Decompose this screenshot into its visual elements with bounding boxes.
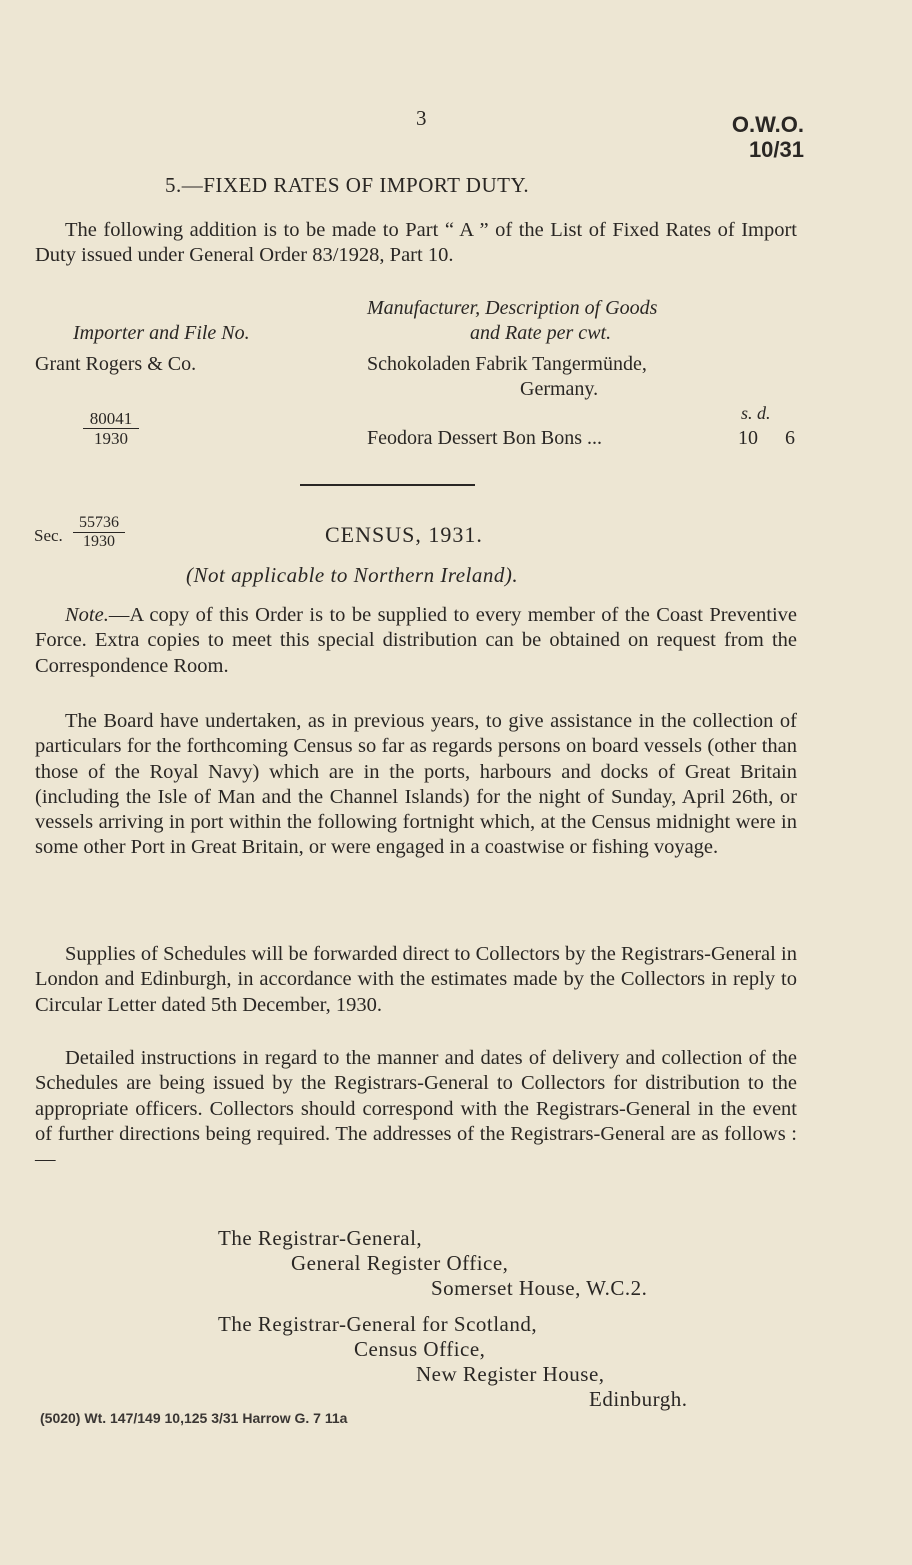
section-5-heading: 5.—FIXED RATES OF IMPORT DUTY. (165, 173, 530, 197)
address2-line1: The Registrar-General for Scotland, (218, 1312, 538, 1336)
manufacturer-line1: Schokoladen Fabrik Tangermünde, (367, 353, 647, 375)
col-right-header-1: Manufacturer, Description of Goods (367, 297, 658, 319)
page-number: 3 (416, 106, 427, 130)
sec-reference (73, 514, 125, 551)
printer-imprint: (5020) Wt. 147/149 10,125 3/31 Harrow G. 7 11a (40, 1410, 348, 1426)
note-paragraph (35, 603, 797, 679)
col-left-header: Importer and File No. (73, 322, 250, 344)
order-ref-line2: 10/31 (748, 137, 804, 162)
note-text: —A copy of this Order is to be supplied to every member of the Coast Preventive Force. Extra copies to meet this special distribution can be obtained on request from the Correspondence Room. (35, 604, 797, 677)
file-number (83, 409, 139, 448)
address1-line2: General Register Office, (291, 1251, 509, 1275)
census-paragraph-2: Supplies of Schedules will be forwarded direct to Collectors by the Registrars-General in London and Edinburgh, in accordance with the estimates made by the Collectors in reply to Circular Letter dated 5th December, 1930. (35, 943, 797, 1016)
sec-ref-num: 55736 (73, 514, 125, 533)
order-ref-line1: O.W.O. (731, 112, 804, 137)
address2-line4: Edinburgh. (589, 1387, 688, 1411)
census-paragraph-1: The Board have undertaken, as in previous years, to give assistance in the collection of particulars for the forthcoming Census so far as regards persons on board vessels (other than those of the Royal Navy) which are in the ports, harbours and docks of Great Britain (including the Isle of Man and the Channel Islands) for the night of Sunday, April 26th, or vessels arriving in port within the following fortnight which, at the Census midnight were in some other Port in Great Britain, or were engaged in a coastwise or fishing voyage. (35, 710, 797, 859)
census-title: CENSUS, 1931. (325, 522, 483, 547)
section-5-intro: The following addition is to be made to Part “ A ” of the List of Fixed Rates of Import Duty issued under General Order 83/1928, Part 10. (35, 219, 797, 267)
address1-line3: Somerset House, W.C.2. (431, 1276, 648, 1300)
col-right-header-2: and Rate per cwt. (470, 322, 612, 344)
order-reference (732, 112, 804, 162)
section-divider (300, 484, 475, 486)
rate-shillings: 10 (738, 427, 758, 449)
rate-units: s. d. (741, 403, 771, 423)
census-paragraph-3: Detailed instructions in regard to the manner and dates of delivery and collection of the Schedules are being issued by the Registrars-General to Collectors for distribution to the appropriate officers. Collectors should correspond with the Registrars-General in the event of further directions being required. The addresses of the Registrars-General are as follows :— (35, 1047, 797, 1171)
address1-line1: The Registrar-General, (218, 1226, 423, 1250)
file-number-den: 1930 (94, 429, 128, 448)
goods-description: Feodora Dessert Bon Bons ... (367, 427, 602, 449)
file-number-num: 80041 (83, 409, 139, 429)
census-subtitle: (Not applicable to Northern Ireland). (186, 563, 519, 587)
address2-line2: Census Office, (354, 1337, 486, 1361)
note-label: Note. (65, 604, 109, 626)
address2-line3: New Register House, (416, 1362, 605, 1386)
importer-name: Grant Rogers & Co. (35, 353, 197, 375)
sec-ref-den: 1930 (83, 533, 115, 550)
rate-pence: 6 (785, 427, 795, 449)
manufacturer-line2: Germany. (520, 378, 599, 400)
sec-label: Sec. (34, 526, 63, 545)
